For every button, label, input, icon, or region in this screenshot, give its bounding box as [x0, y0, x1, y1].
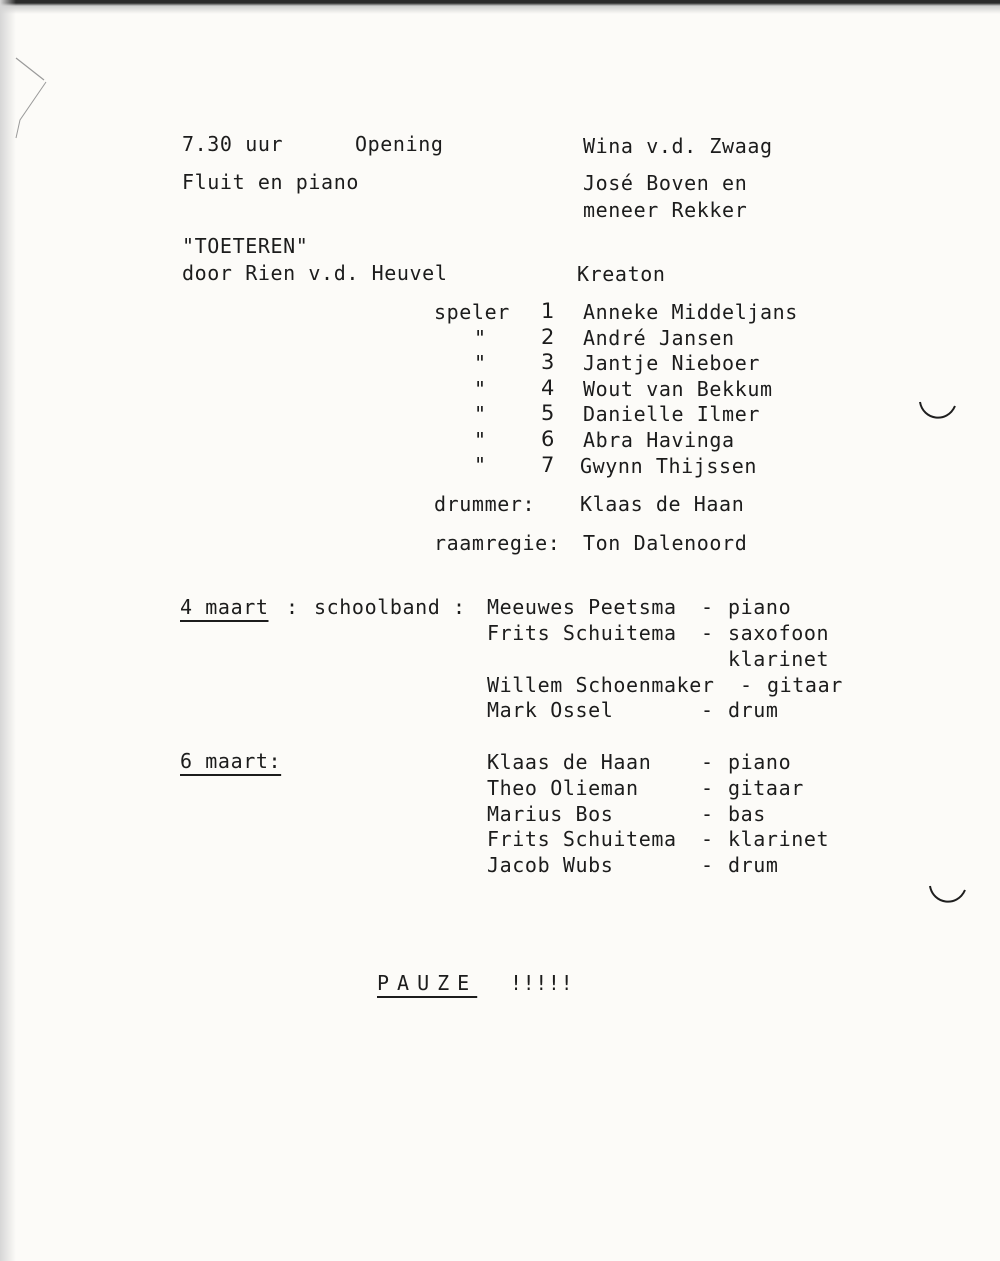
drummer-name: Klaas de Haan — [580, 492, 745, 516]
binder-hole-mark — [915, 394, 961, 428]
fluit-performer-line2: meneer Rekker — [583, 198, 748, 222]
member-dash: - — [701, 802, 714, 826]
player-name: Jantje Nieboer — [583, 351, 760, 375]
member-name: Frits Schuitema — [487, 621, 677, 645]
player-name: Abra Havinga — [583, 428, 735, 452]
ditto-mark: " — [474, 453, 487, 477]
player-number: 7 — [541, 453, 555, 477]
member-dash: - — [701, 621, 714, 645]
player-number: 5 — [541, 401, 555, 425]
raamregie-label: raamregie: — [434, 531, 561, 555]
member-name: Theo Olieman — [487, 776, 639, 800]
member-instrument: gitaar — [767, 673, 843, 697]
page-top-edge — [0, 0, 1000, 14]
member-dash: - — [701, 698, 714, 722]
ditto-mark: " — [474, 402, 487, 426]
player-name: André Jansen — [583, 326, 735, 350]
player-number: 6 — [541, 427, 555, 451]
date-6-maart: 6 maart: — [180, 749, 282, 773]
member-dash: - — [701, 853, 714, 877]
fluit-label: Fluit en piano — [182, 170, 359, 194]
member-name: Willem Schoenmaker — [487, 673, 715, 697]
member-name: Frits Schuitema — [487, 827, 677, 851]
play-title: "TOETEREN" — [182, 234, 309, 258]
ditto-mark: " — [474, 351, 487, 375]
member-instrument: klarinet — [728, 647, 830, 671]
player-number: 4 — [541, 376, 555, 400]
opening-label: Opening — [355, 132, 444, 156]
member-instrument: drum — [728, 853, 779, 877]
member-name: Meeuwes Peetsma — [487, 595, 677, 619]
player-name: Gwynn Thijssen — [580, 454, 757, 478]
player-number: 3 — [541, 350, 555, 374]
page-left-edge — [0, 0, 16, 1261]
schoolband-label: schoolband : — [314, 595, 466, 619]
member-instrument: piano — [728, 750, 792, 774]
ditto-mark: " — [474, 326, 487, 350]
date-separator: : — [286, 595, 299, 619]
player-name: Wout van Bekkum — [583, 377, 773, 401]
member-instrument: piano — [728, 595, 792, 619]
pauze-exclamations: !!!!! — [510, 971, 574, 995]
player-number: 1 — [541, 299, 555, 323]
fluit-performer-line1: José Boven en — [583, 171, 748, 195]
player-name: Danielle Ilmer — [583, 402, 760, 426]
player-number: 2 — [541, 325, 555, 349]
member-instrument: drum — [728, 698, 779, 722]
ditto-mark: " — [474, 377, 487, 401]
member-dash: - — [701, 750, 714, 774]
date-4-maart: 4 maart — [180, 595, 269, 619]
member-name: Klaas de Haan — [487, 750, 652, 774]
pauze-word: PAUZE — [377, 971, 478, 995]
play-group: Kreaton — [577, 262, 666, 286]
ditto-mark: " — [474, 428, 487, 452]
binder-hole-mark — [925, 880, 971, 914]
drummer-label: drummer: — [434, 492, 536, 516]
player-name: Anneke Middeljans — [583, 300, 798, 324]
member-dash: - — [701, 776, 714, 800]
play-author: door Rien v.d. Heuvel — [182, 261, 448, 285]
member-name: Mark Ossel — [487, 698, 614, 722]
opening-performer: Wina v.d. Zwaag — [583, 134, 773, 158]
member-instrument: klarinet — [728, 827, 830, 851]
raamregie-name: Ton Dalenoord — [583, 531, 748, 555]
member-dash: - — [740, 673, 753, 697]
member-instrument: bas — [728, 802, 766, 826]
member-instrument: gitaar — [728, 776, 804, 800]
speler-label: speler — [434, 300, 510, 324]
member-instrument: saxofoon — [728, 621, 830, 645]
opening-time: 7.30 uur — [182, 132, 284, 156]
member-name: Marius Bos — [487, 802, 614, 826]
member-name: Jacob Wubs — [487, 853, 614, 877]
member-dash: - — [701, 827, 714, 851]
paper-crease — [14, 50, 54, 140]
member-dash: - — [701, 595, 714, 619]
